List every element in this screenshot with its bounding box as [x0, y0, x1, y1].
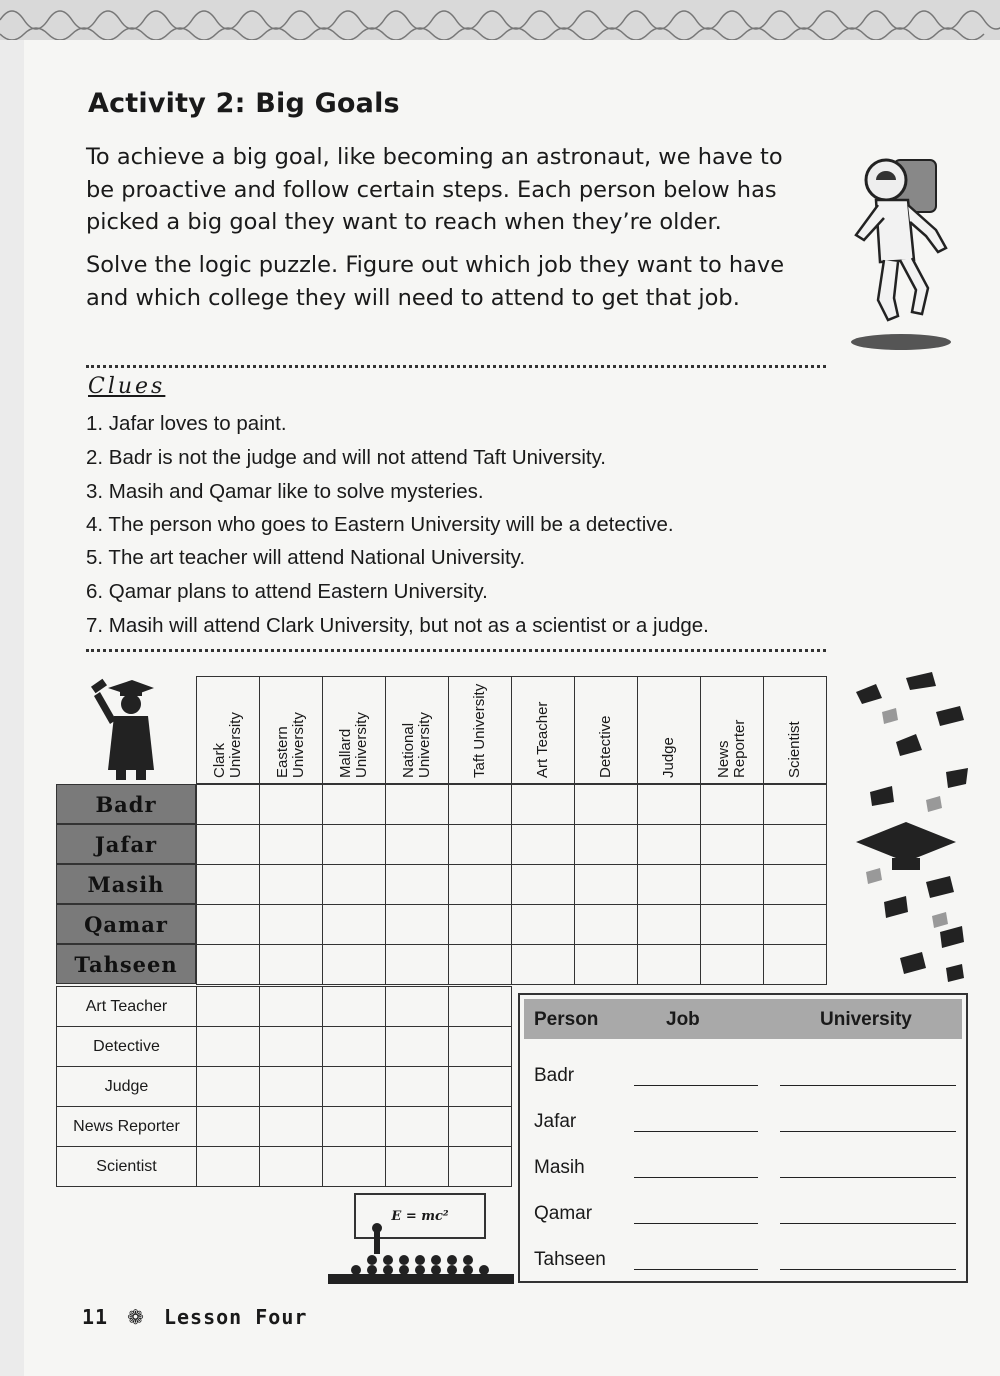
grid-cell[interactable]: [701, 825, 764, 865]
grid-cell[interactable]: [386, 825, 449, 865]
grid-cell[interactable]: [323, 1147, 386, 1187]
grid-cell[interactable]: [386, 1027, 449, 1067]
grid-cell[interactable]: [449, 987, 512, 1027]
classroom-icon: [326, 1220, 516, 1284]
column-header: Eastern University: [260, 677, 323, 784]
chalkboard-equation: E = mc²: [354, 1193, 486, 1239]
header-job: Job: [666, 1009, 700, 1030]
grid-row-label-news-reporter: News Reporter: [56, 1106, 197, 1147]
grid-cell[interactable]: [386, 1067, 449, 1107]
grid-cell[interactable]: [386, 945, 449, 985]
grid-cell[interactable]: [575, 785, 638, 825]
university-answer-line[interactable]: [780, 1269, 956, 1270]
grid-cell[interactable]: [512, 905, 575, 945]
grid-cell[interactable]: [260, 785, 323, 825]
instructions-paragraph: Solve the logic puzzle. Figure out which job they want to have and which college they will need to attend to get that job.: [86, 252, 785, 311]
job-answer-line[interactable]: [634, 1085, 758, 1086]
grid-cell[interactable]: [449, 825, 512, 865]
grid-cell[interactable]: [323, 1067, 386, 1107]
job-answer-line[interactable]: [634, 1223, 758, 1224]
grid-cell[interactable]: [701, 865, 764, 905]
answer-table: [518, 993, 968, 1283]
grid-cell[interactable]: [323, 945, 386, 985]
grid-row-label-jafar: Jafar: [56, 824, 196, 864]
grid-cell[interactable]: [575, 865, 638, 905]
column-header: Clark University: [197, 677, 260, 784]
grid-row-label-judge: Judge: [56, 1066, 197, 1107]
logic-grid-jobs: [196, 986, 512, 1187]
university-answer-line[interactable]: [780, 1177, 956, 1178]
grid-cell[interactable]: [260, 945, 323, 985]
grid-cell[interactable]: [386, 987, 449, 1027]
answer-table-header: [524, 999, 962, 1039]
grid-row-label-tahseen: Tahseen: [56, 944, 196, 984]
grid-cell[interactable]: [512, 945, 575, 985]
answer-row-label: Jafar: [534, 1111, 577, 1132]
grid-row-label-scientist: Scientist: [56, 1146, 197, 1187]
grid-cell[interactable]: [386, 1107, 449, 1147]
job-answer-line[interactable]: [634, 1177, 758, 1178]
grid-cell[interactable]: [197, 945, 260, 985]
grid-cell[interactable]: [386, 865, 449, 905]
grid-cell[interactable]: [260, 825, 323, 865]
grid-cell[interactable]: [323, 825, 386, 865]
grid-cell[interactable]: [260, 1147, 323, 1187]
grid-cell[interactable]: [449, 1107, 512, 1147]
grid-cell[interactable]: [449, 945, 512, 985]
graduation-caps-icon: [836, 672, 970, 990]
clue-item: 6. Qamar plans to attend Eastern University.: [86, 580, 488, 603]
grid-cell[interactable]: [197, 1147, 260, 1187]
lesson-label: Lesson Four: [163, 1305, 308, 1329]
grid-cell[interactable]: [449, 905, 512, 945]
column-header: Scientist: [764, 677, 827, 784]
university-answer-line[interactable]: [780, 1223, 956, 1224]
clues-heading: Clues: [88, 374, 166, 399]
grid-cell[interactable]: [323, 1107, 386, 1147]
grid-cell[interactable]: [197, 825, 260, 865]
grid-cell[interactable]: [512, 785, 575, 825]
clue-item: 2. Badr is not the judge and will not attend Taft University.: [86, 446, 607, 469]
column-header: Art Teacher: [512, 677, 575, 784]
grid-cell[interactable]: [197, 1107, 260, 1147]
header-university: University: [820, 1009, 912, 1030]
job-answer-line[interactable]: [634, 1269, 758, 1270]
grid-cell[interactable]: [260, 1027, 323, 1067]
column-header: Detective: [575, 677, 638, 784]
grid-cell[interactable]: [449, 785, 512, 825]
grid-cell[interactable]: [197, 905, 260, 945]
header-person: Person: [534, 1009, 599, 1030]
page-footer: [82, 1305, 307, 1329]
grid-cell[interactable]: [386, 1147, 449, 1187]
activity-title: Activity 2: Big Goals: [88, 88, 400, 119]
grid-cell[interactable]: [701, 905, 764, 945]
grid-cell[interactable]: [638, 785, 701, 825]
grid-cell[interactable]: [764, 785, 827, 825]
logic-grid-people: [196, 784, 827, 985]
astronaut-icon: [836, 150, 966, 355]
grid-cell[interactable]: [701, 945, 764, 985]
grid-cell[interactable]: [386, 905, 449, 945]
grid-cell[interactable]: [197, 785, 260, 825]
grid-cell[interactable]: [449, 1067, 512, 1107]
clue-item: 1. Jafar loves to paint.: [86, 412, 287, 435]
grid-cell[interactable]: [260, 865, 323, 905]
grid-cell[interactable]: [260, 1107, 323, 1147]
page-number: 11: [82, 1305, 109, 1329]
grid-cell[interactable]: [638, 905, 701, 945]
grid-row-label-badr: Badr: [56, 784, 196, 824]
grid-cell[interactable]: [323, 785, 386, 825]
grid-cell[interactable]: [323, 987, 386, 1027]
grid-cell[interactable]: [575, 825, 638, 865]
grid-cell[interactable]: [449, 1147, 512, 1187]
grid-cell[interactable]: [512, 865, 575, 905]
grid-cell[interactable]: [260, 1067, 323, 1107]
grid-cell[interactable]: [638, 865, 701, 905]
grid-cell[interactable]: [323, 865, 386, 905]
clue-item: 5. The art teacher will attend National University.: [86, 546, 526, 569]
grid-cell[interactable]: [323, 1027, 386, 1067]
grid-cell[interactable]: [197, 1067, 260, 1107]
answer-row-label: Badr: [534, 1065, 575, 1086]
grid-cell[interactable]: [260, 905, 323, 945]
graduate-icon: [88, 678, 160, 782]
answer-row-label: Tahseen: [534, 1249, 606, 1270]
grid-cell[interactable]: [197, 865, 260, 905]
grid-cell[interactable]: [575, 945, 638, 985]
column-header: National University: [386, 677, 449, 784]
clue-item: 4. The person who goes to Eastern University will be a detective.: [86, 513, 674, 536]
flower-icon: ❁: [127, 1305, 145, 1329]
university-answer-line[interactable]: [780, 1131, 956, 1132]
divider-top: [86, 365, 826, 368]
university-answer-line[interactable]: [780, 1085, 956, 1086]
grid-cell[interactable]: [260, 987, 323, 1027]
grid-cell[interactable]: [449, 1027, 512, 1067]
clue-item: 3. Masih and Qamar like to solve mysteries.: [86, 480, 484, 503]
grid-cell[interactable]: [764, 905, 827, 945]
grid-cell[interactable]: [449, 865, 512, 905]
column-header: Judge: [638, 677, 701, 784]
grid-cell[interactable]: [764, 865, 827, 905]
grid-cell[interactable]: [701, 785, 764, 825]
clue-item: 7. Masih will attend Clark University, but not as a scientist or a judge.: [86, 614, 709, 637]
divider-bottom: [86, 649, 826, 652]
grid-cell[interactable]: [323, 905, 386, 945]
grid-row-label-masih: Masih: [56, 864, 196, 904]
job-answer-line[interactable]: [634, 1131, 758, 1132]
grid-cell[interactable]: [386, 785, 449, 825]
grid-row-label-art-teacher: Art Teacher: [56, 986, 197, 1027]
answer-row-label: Masih: [534, 1157, 585, 1178]
column-header: Mallard University: [323, 677, 386, 784]
grid-cell[interactable]: [512, 825, 575, 865]
grid-cell[interactable]: [197, 1027, 260, 1067]
grid-cell[interactable]: [764, 825, 827, 865]
column-header: Taft University: [449, 677, 512, 784]
grid-row-label-qamar: Qamar: [56, 904, 196, 944]
grid-cell[interactable]: [638, 945, 701, 985]
decorative-border: [0, 0, 1000, 40]
grid-cell[interactable]: [764, 945, 827, 985]
column-header: News Reporter: [701, 677, 764, 784]
grid-cell[interactable]: [638, 825, 701, 865]
grid-cell[interactable]: [575, 905, 638, 945]
grid-cell[interactable]: [197, 987, 260, 1027]
answer-row-label: Qamar: [534, 1203, 593, 1224]
grid-row-label-detective: Detective: [56, 1026, 197, 1067]
intro-paragraph: To achieve a big goal, like becoming an astronaut, we have to be proactive and follow certain steps. Each person below has picked a big goal they want to reach when they’re older.: [86, 144, 783, 235]
grid-column-headers: [196, 676, 827, 784]
